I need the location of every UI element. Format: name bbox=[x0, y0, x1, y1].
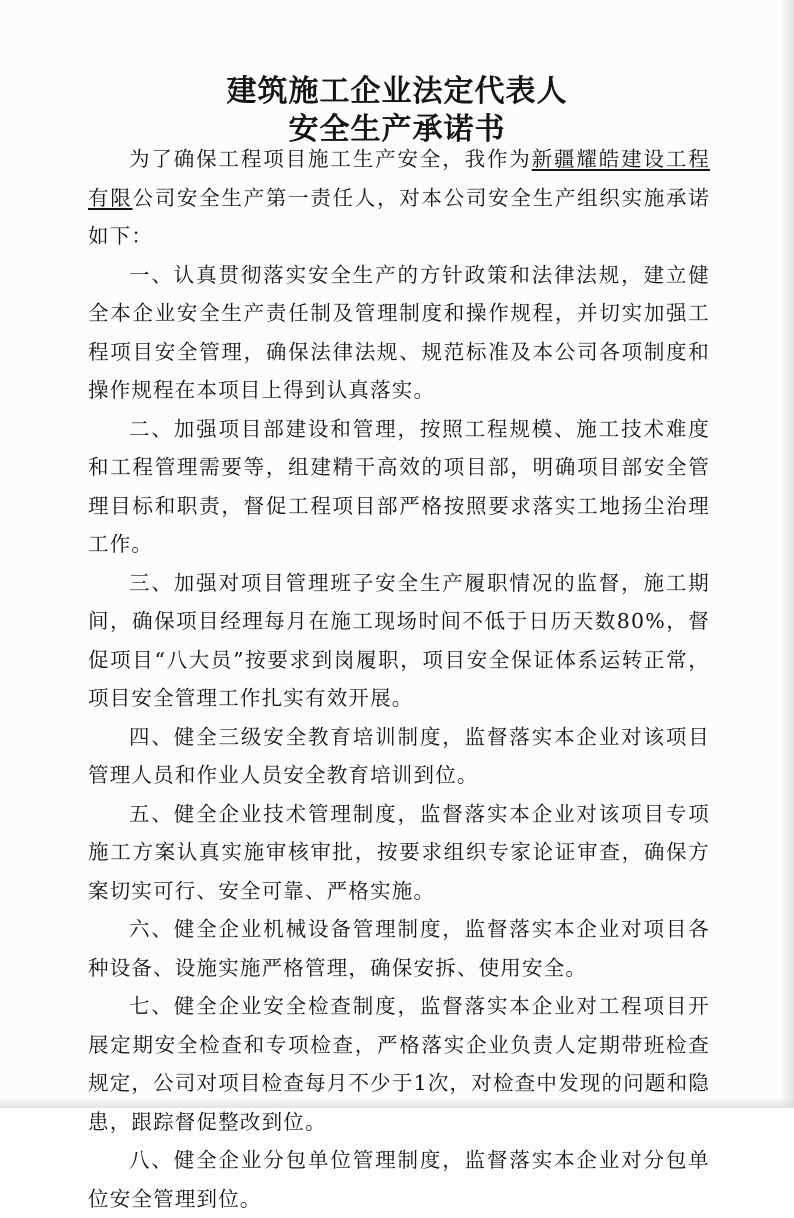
commitment-paragraph-1: 一、认真贯彻落实安全生产的方针政策和法律法规，建立健全本企业安全生产责任制及管理制度和操作规程，并切实加强工程项目安全管理，确保法律法规、规范标准及本公司各项制度和操作规程在本项目上得到认真落实。 bbox=[88, 262, 710, 402]
intro-paragraph bbox=[88, 140, 710, 256]
commitment-paragraph-6: 六、健全企业机械设备管理制度，监督落实本企业对项目各种设备、设施实施严格管理，确保安拆、使用安全。 bbox=[88, 917, 710, 980]
intro-text-after: 公司安全生产第一责任人，对本公司安全生产组织实施承诺如下： bbox=[88, 185, 710, 248]
document-title-line2: 安全生产承诺书 bbox=[288, 112, 506, 147]
scan-edge-shadow bbox=[780, 0, 794, 1108]
document-title-line1: 建筑施工企业法定代表人 bbox=[226, 74, 568, 109]
company-name: 新疆耀皓建设工程有限 bbox=[88, 147, 710, 210]
commitment-paragraph-8: 八、健全企业分包单位管理制度，监督落实本企业对分包单位安全管理到位。 bbox=[88, 1148, 710, 1211]
commitment-paragraph-4: 四、健全三级安全教育培训制度，监督落实本企业对该项目管理人员和作业人员安全教育培训到位。 bbox=[88, 724, 710, 787]
commitment-paragraph-3: 三、加强对项目管理班子安全生产履职情况的监督，施工期间，确保项目经理每月在施工现场时间不低于日历天数80%，督促项目“八大员”按要求到岗履职，项目安全保证体系运转正常，项目安全管理工作扎实有效开展。 bbox=[88, 570, 710, 710]
commitment-paragraph-5: 五、健全企业技术管理制度，监督落实本企业对该项目专项施工方案认真实施审核审批，按要求组织专家论证审查，确保方案切实可行、安全可靠、严格实施。 bbox=[88, 801, 710, 903]
commitment-paragraph-7: 七、健全企业安全检查制度，监督落实本企业对工程项目开展定期安全检查和专项检查，严格落实企业负责人定期带班检查规定，公司对项目检查每月不少于1次，对检查中发现的问题和隐患，跟踪督促整改到位。 bbox=[88, 994, 710, 1134]
document-body bbox=[88, 140, 710, 1218]
commitment-paragraph-2: 二、加强项目部建设和管理，按照工程规模、施工技术难度和工程管理需要等，组建精干高效的项目部，明确项目部安全管理目标和职责，督促工程项目部严格按照要求落实工地扬尘治理工作。 bbox=[88, 416, 710, 556]
intro-text-before: 为了确保工程项目施工生产安全，我作为 bbox=[129, 147, 532, 171]
